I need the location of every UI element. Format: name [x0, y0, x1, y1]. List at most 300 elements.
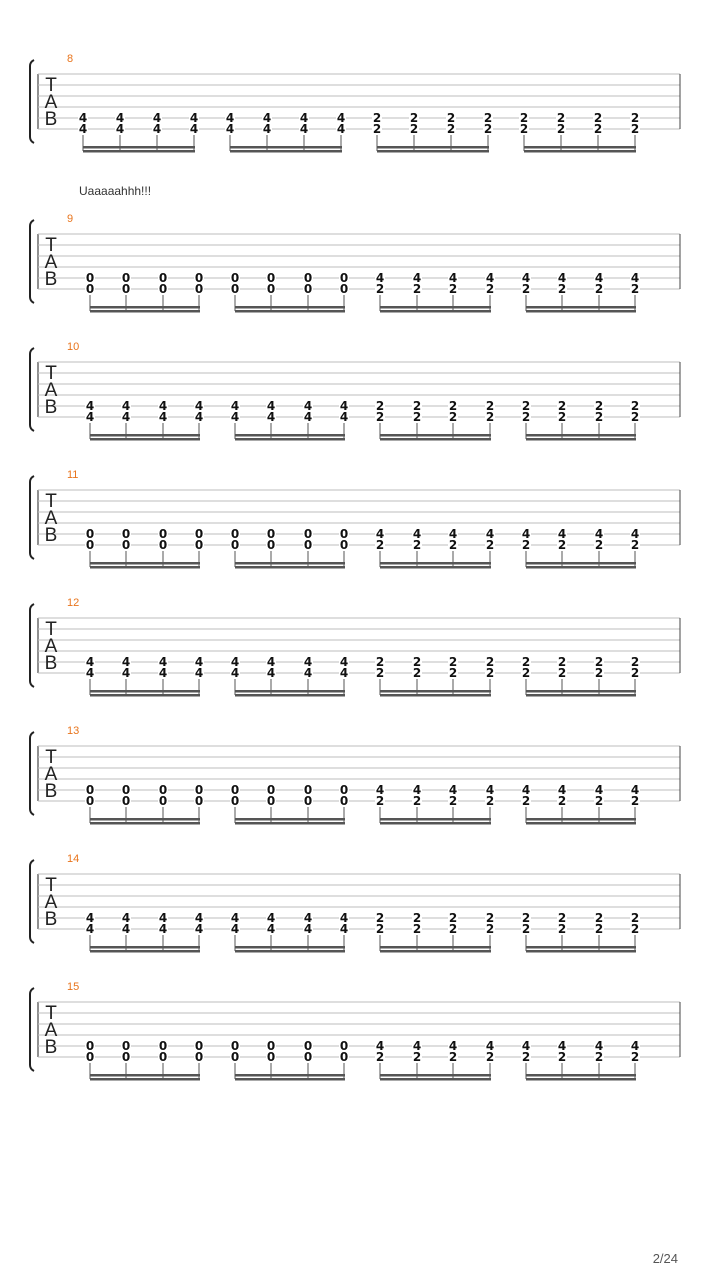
tab-letter: T: [45, 363, 57, 384]
note-beam: [380, 946, 491, 949]
fret-number: 2: [521, 655, 531, 669]
note-beam: [235, 434, 345, 437]
fret-number: 4: [158, 399, 168, 413]
fret-number: 4: [230, 922, 240, 936]
fret-number: 4: [303, 655, 313, 669]
tab-letter: T: [45, 75, 57, 96]
note-beam: [235, 822, 345, 825]
fret-number: 4: [521, 527, 531, 541]
system-bracket: [30, 348, 34, 431]
fret-number: 4: [630, 783, 640, 797]
fret-number: 2: [375, 655, 385, 669]
fret-number: 2: [485, 655, 495, 669]
note-beam: [83, 146, 195, 149]
tab-letter: A: [44, 892, 58, 913]
fret-number: 4: [121, 410, 131, 424]
fret-number: 4: [448, 527, 458, 541]
fret-number: 4: [152, 111, 162, 125]
fret-number: 0: [194, 1039, 204, 1053]
fret-number: 2: [375, 666, 385, 680]
tab-letter: B: [44, 397, 58, 418]
fret-number: 2: [594, 911, 604, 925]
fret-number: 0: [230, 271, 240, 285]
fret-number: 4: [230, 655, 240, 669]
note-beam: [380, 1078, 491, 1081]
fret-number: 0: [266, 527, 276, 541]
fret-number: 2: [630, 922, 640, 936]
fret-number: 2: [630, 122, 640, 136]
note-beam: [524, 150, 636, 153]
fret-number: 2: [375, 282, 385, 296]
fret-number: 2: [521, 794, 531, 808]
note-beam: [526, 310, 636, 313]
note-beam: [90, 690, 200, 693]
fret-number: 0: [266, 1050, 276, 1064]
note-beam: [526, 1074, 636, 1077]
fret-number: 0: [194, 794, 204, 808]
fret-number: 0: [339, 783, 349, 797]
fret-number: 4: [594, 1039, 604, 1053]
fret-number: 4: [594, 783, 604, 797]
fret-number: 2: [375, 911, 385, 925]
fret-number: 2: [446, 111, 456, 125]
note-beam: [90, 818, 200, 821]
fret-number: 4: [339, 911, 349, 925]
fret-number: 0: [85, 1039, 95, 1053]
fret-number: 4: [158, 922, 168, 936]
fret-number: 4: [85, 922, 95, 936]
note-beam: [90, 694, 200, 697]
page-number: 2/24: [652, 1251, 678, 1266]
fret-number: 0: [303, 282, 313, 296]
note-beam: [90, 822, 200, 825]
fret-number: 2: [412, 399, 422, 413]
fret-number: 0: [85, 527, 95, 541]
fret-number: 4: [448, 271, 458, 285]
fret-number: 2: [594, 399, 604, 413]
fret-number: 4: [336, 111, 346, 125]
note-beam: [526, 818, 636, 821]
fret-number: 2: [375, 794, 385, 808]
note-beam: [90, 434, 200, 437]
fret-number: 4: [339, 922, 349, 936]
fret-number: 2: [412, 655, 422, 669]
note-beam: [526, 694, 636, 697]
fret-number: 0: [121, 271, 131, 285]
fret-number: 4: [485, 783, 495, 797]
fret-number: 4: [557, 783, 567, 797]
note-beam: [90, 950, 200, 953]
fret-number: 2: [519, 122, 529, 136]
fret-number: 4: [303, 410, 313, 424]
tab-letter: B: [44, 653, 58, 674]
note-beam: [380, 310, 491, 313]
fret-number: 0: [303, 794, 313, 808]
fret-number: 4: [557, 1039, 567, 1053]
fret-number: 4: [448, 1039, 458, 1053]
fret-number: 2: [485, 282, 495, 296]
note-beam: [380, 438, 491, 441]
fret-number: 2: [485, 399, 495, 413]
fret-number: 4: [158, 666, 168, 680]
fret-number: 4: [375, 271, 385, 285]
note-beam: [235, 566, 345, 569]
fret-number: 4: [375, 527, 385, 541]
system-bracket: [30, 860, 34, 943]
fret-number: 0: [266, 1039, 276, 1053]
fret-number: 2: [630, 655, 640, 669]
note-beam: [235, 950, 345, 953]
note-beam: [90, 566, 200, 569]
note-beam: [380, 562, 491, 565]
fret-number: 2: [485, 1050, 495, 1064]
tab-letter: T: [45, 235, 57, 256]
tab-letter: B: [44, 525, 58, 546]
fret-number: 4: [266, 922, 276, 936]
note-beam: [524, 146, 636, 149]
note-beam: [235, 946, 345, 949]
note-beam: [380, 1074, 491, 1077]
fret-number: 2: [372, 122, 382, 136]
fret-number: 4: [85, 410, 95, 424]
note-beam: [380, 818, 491, 821]
fret-number: 2: [485, 911, 495, 925]
fret-number: 4: [266, 911, 276, 925]
note-beam: [526, 690, 636, 693]
fret-number: 4: [375, 783, 385, 797]
fret-number: 2: [557, 538, 567, 552]
fret-number: 4: [121, 655, 131, 669]
note-beam: [526, 1078, 636, 1081]
tab-letter: A: [44, 380, 58, 401]
fret-number: 2: [521, 666, 531, 680]
fret-number: 2: [594, 410, 604, 424]
fret-number: 0: [339, 282, 349, 296]
fret-number: 2: [593, 111, 603, 125]
fret-number: 2: [485, 538, 495, 552]
fret-number: 4: [412, 527, 422, 541]
tab-letter: T: [45, 1003, 57, 1024]
fret-number: 2: [521, 410, 531, 424]
fret-number: 4: [262, 111, 272, 125]
fret-number: 0: [339, 527, 349, 541]
fret-number: 0: [266, 271, 276, 285]
note-beam: [235, 306, 345, 309]
fret-number: 4: [412, 1039, 422, 1053]
note-beam: [235, 438, 345, 441]
note-beam: [526, 562, 636, 565]
fret-number: 2: [594, 794, 604, 808]
fret-number: 2: [557, 1050, 567, 1064]
fret-number: 4: [194, 666, 204, 680]
fret-number: 2: [375, 1050, 385, 1064]
note-beam: [380, 434, 491, 437]
note-beam: [235, 1078, 345, 1081]
note-beam: [526, 306, 636, 309]
fret-number: 0: [85, 282, 95, 296]
fret-number: 0: [230, 1039, 240, 1053]
fret-number: 2: [557, 399, 567, 413]
measure-number: 11: [67, 469, 79, 481]
note-beam: [380, 566, 491, 569]
note-beam: [380, 690, 491, 693]
fret-number: 4: [121, 911, 131, 925]
fret-number: 4: [485, 527, 495, 541]
fret-number: 2: [630, 794, 640, 808]
fret-number: 0: [158, 783, 168, 797]
fret-number: 0: [85, 538, 95, 552]
fret-number: 0: [121, 1039, 131, 1053]
fret-number: 4: [375, 1039, 385, 1053]
fret-number: 4: [230, 911, 240, 925]
fret-number: 2: [485, 666, 495, 680]
fret-number: 4: [630, 527, 640, 541]
fret-number: 2: [412, 922, 422, 936]
fret-number: 2: [593, 122, 603, 136]
fret-number: 2: [412, 794, 422, 808]
fret-number: 0: [85, 783, 95, 797]
note-beam: [235, 1074, 345, 1077]
fret-number: 4: [412, 783, 422, 797]
fret-number: 0: [158, 1050, 168, 1064]
fret-number: 0: [194, 783, 204, 797]
fret-number: 2: [630, 666, 640, 680]
fret-number: 2: [630, 538, 640, 552]
fret-number: 4: [194, 410, 204, 424]
note-beam: [235, 562, 345, 565]
fret-number: 4: [339, 666, 349, 680]
fret-number: 0: [339, 1050, 349, 1064]
system-bracket: [30, 476, 34, 559]
fret-number: 4: [194, 399, 204, 413]
fret-number: 0: [266, 282, 276, 296]
fret-number: 2: [594, 655, 604, 669]
fret-number: 2: [556, 111, 566, 125]
tab-letter: T: [45, 875, 57, 896]
fret-number: 0: [158, 527, 168, 541]
measure-number: 13: [67, 725, 80, 737]
fret-number: 4: [339, 399, 349, 413]
fret-number: 2: [630, 410, 640, 424]
measure-number: 10: [67, 341, 80, 353]
fret-number: 4: [158, 655, 168, 669]
fret-number: 4: [485, 1039, 495, 1053]
tab-letter: A: [44, 92, 58, 113]
fret-number: 2: [594, 1050, 604, 1064]
fret-number: 2: [448, 911, 458, 925]
fret-number: 2: [556, 122, 566, 136]
tab-letter: T: [45, 491, 57, 512]
measure-number: 12: [67, 597, 80, 609]
fret-number: 4: [225, 111, 235, 125]
fret-number: 4: [299, 111, 309, 125]
fret-number: 2: [594, 282, 604, 296]
tab-letter: A: [44, 764, 58, 785]
fret-number: 4: [194, 922, 204, 936]
fret-number: 2: [412, 282, 422, 296]
note-beam: [230, 146, 342, 149]
fret-number: 4: [78, 122, 88, 136]
fret-number: 2: [375, 922, 385, 936]
fret-number: 4: [521, 783, 531, 797]
tab-letter: A: [44, 1020, 58, 1041]
note-beam: [90, 946, 200, 949]
note-beam: [90, 310, 200, 313]
fret-number: 0: [230, 794, 240, 808]
fret-number: 0: [121, 783, 131, 797]
note-beam: [526, 438, 636, 441]
note-beam: [526, 950, 636, 953]
fret-number: 2: [448, 282, 458, 296]
fret-number: 0: [303, 538, 313, 552]
fret-number: 4: [485, 271, 495, 285]
fret-number: 2: [594, 666, 604, 680]
measure-number: 9: [67, 213, 74, 225]
fret-number: 4: [121, 666, 131, 680]
tab-letter: B: [44, 109, 58, 130]
note-beam: [235, 818, 345, 821]
fret-number: 0: [303, 783, 313, 797]
fret-number: 0: [194, 527, 204, 541]
fret-number: 4: [230, 399, 240, 413]
note-beam: [230, 150, 342, 153]
fret-number: 2: [412, 538, 422, 552]
fret-number: 4: [194, 655, 204, 669]
fret-number: 2: [557, 655, 567, 669]
fret-number: 4: [121, 922, 131, 936]
system-bracket: [30, 732, 34, 815]
fret-number: 0: [230, 527, 240, 541]
fret-number: 4: [230, 410, 240, 424]
fret-number: 2: [485, 410, 495, 424]
fret-number: 0: [303, 1050, 313, 1064]
fret-number: 0: [194, 1050, 204, 1064]
fret-number: 0: [266, 794, 276, 808]
fret-number: 4: [557, 527, 567, 541]
fret-number: 2: [375, 399, 385, 413]
fret-number: 2: [557, 282, 567, 296]
fret-number: 2: [448, 399, 458, 413]
fret-number: 2: [448, 1050, 458, 1064]
tab-letter: A: [44, 252, 58, 273]
fret-number: 2: [448, 655, 458, 669]
fret-number: 4: [594, 527, 604, 541]
fret-number: 2: [412, 666, 422, 680]
fret-number: 2: [519, 111, 529, 125]
tab-letter: A: [44, 636, 58, 657]
fret-number: 0: [85, 1050, 95, 1064]
system-bracket: [30, 988, 34, 1071]
fret-number: 4: [225, 122, 235, 136]
fret-number: 4: [262, 122, 272, 136]
fret-number: 0: [230, 1050, 240, 1064]
fret-number: 4: [299, 122, 309, 136]
fret-number: 2: [412, 410, 422, 424]
note-beam: [90, 1078, 200, 1081]
fret-number: 4: [152, 122, 162, 136]
fret-number: 4: [194, 911, 204, 925]
fret-number: 4: [78, 111, 88, 125]
note-beam: [235, 694, 345, 697]
fret-number: 0: [230, 783, 240, 797]
tab-letter: B: [44, 1037, 58, 1058]
note-beam: [83, 150, 195, 153]
note-beam: [380, 694, 491, 697]
fret-number: 2: [409, 111, 419, 125]
fret-number: 4: [630, 271, 640, 285]
fret-number: 2: [448, 538, 458, 552]
fret-number: 0: [121, 282, 131, 296]
fret-number: 2: [448, 794, 458, 808]
system-bracket: [30, 220, 34, 303]
fret-number: 0: [158, 282, 168, 296]
fret-number: 4: [266, 666, 276, 680]
fret-number: 2: [521, 282, 531, 296]
fret-number: 0: [339, 271, 349, 285]
fret-number: 0: [266, 538, 276, 552]
fret-number: 0: [339, 794, 349, 808]
fret-number: 4: [448, 783, 458, 797]
tab-letter: T: [45, 747, 57, 768]
fret-number: 4: [557, 271, 567, 285]
fret-number: 2: [412, 1050, 422, 1064]
fret-number: 4: [336, 122, 346, 136]
note-beam: [377, 150, 489, 153]
fret-number: 2: [375, 538, 385, 552]
fret-number: 2: [521, 538, 531, 552]
note-beam: [90, 306, 200, 309]
fret-number: 2: [594, 922, 604, 936]
fret-number: 4: [189, 111, 199, 125]
fret-number: 4: [303, 922, 313, 936]
fret-number: 2: [485, 922, 495, 936]
fret-number: 2: [630, 911, 640, 925]
fret-number: 2: [630, 111, 640, 125]
fret-number: 4: [521, 1039, 531, 1053]
fret-number: 4: [339, 655, 349, 669]
fret-number: 4: [189, 122, 199, 136]
fret-number: 4: [339, 410, 349, 424]
fret-number: 0: [194, 282, 204, 296]
fret-number: 4: [115, 122, 125, 136]
fret-number: 2: [521, 922, 531, 936]
note-beam: [90, 1074, 200, 1077]
fret-number: 2: [448, 410, 458, 424]
fret-number: 4: [85, 399, 95, 413]
fret-number: 2: [557, 666, 567, 680]
fret-number: 2: [521, 399, 531, 413]
fret-number: 0: [266, 783, 276, 797]
fret-number: 2: [483, 122, 493, 136]
fret-number: 4: [594, 271, 604, 285]
tab-letter: B: [44, 269, 58, 290]
fret-number: 4: [85, 666, 95, 680]
note-beam: [526, 566, 636, 569]
fret-number: 4: [230, 666, 240, 680]
fret-number: 2: [557, 922, 567, 936]
fret-number: 0: [230, 538, 240, 552]
fret-number: 0: [230, 282, 240, 296]
tab-letter: T: [45, 619, 57, 640]
fret-number: 2: [412, 911, 422, 925]
fret-number: 0: [194, 538, 204, 552]
system-bracket: [30, 604, 34, 687]
fret-number: 0: [194, 271, 204, 285]
fret-number: 0: [85, 271, 95, 285]
fret-number: 2: [557, 410, 567, 424]
fret-number: 2: [483, 111, 493, 125]
fret-number: 2: [448, 922, 458, 936]
